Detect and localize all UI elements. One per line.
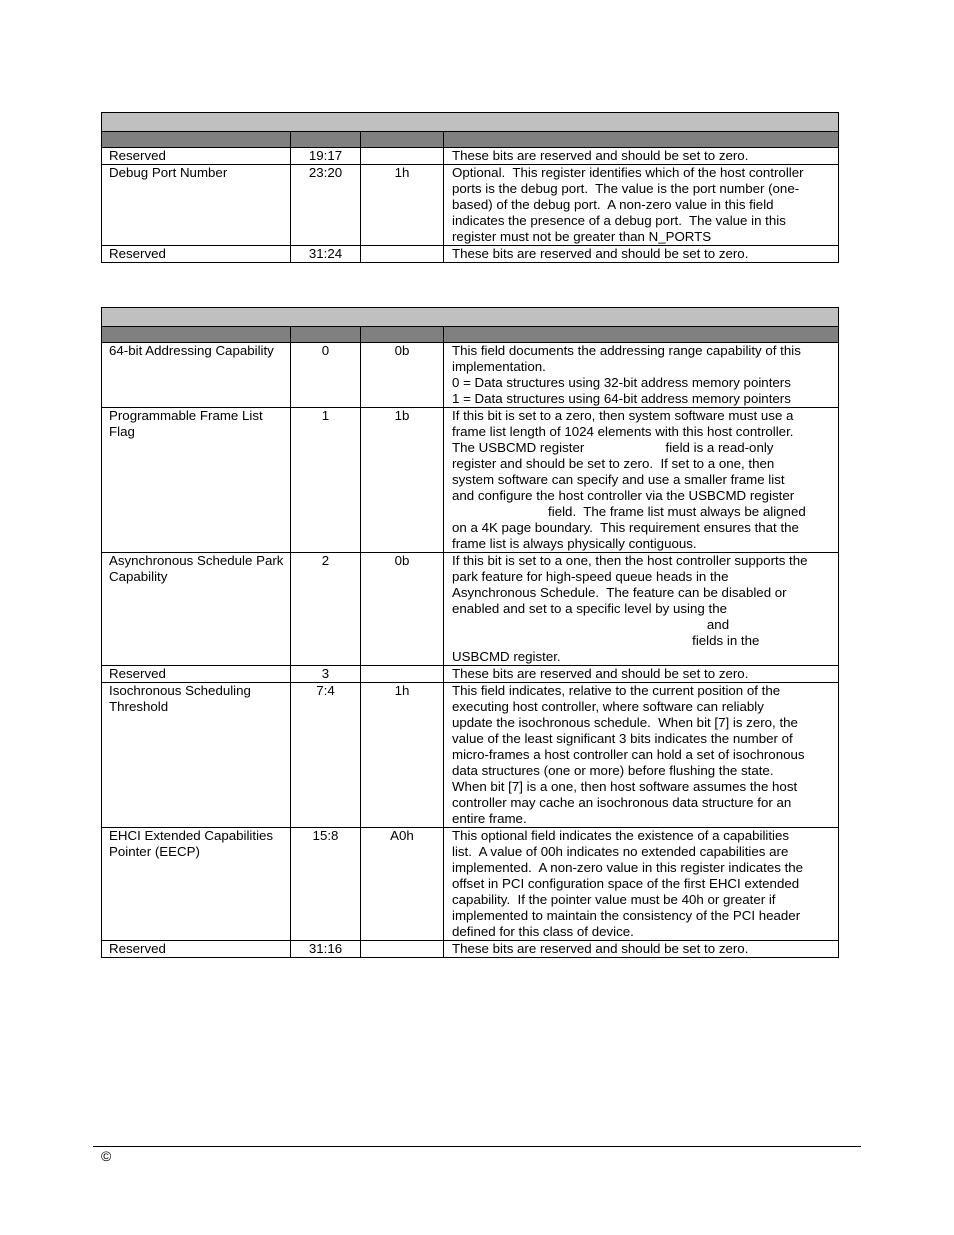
bits-cell: 15:8	[291, 828, 361, 941]
description-line: The USBCMD register field is a read-only	[452, 440, 774, 455]
table-row	[102, 828, 839, 941]
bits-cell: 23:20	[291, 165, 361, 246]
table-header-row	[102, 132, 839, 148]
description-line: and configure the host controller via the USBCMD register	[452, 488, 795, 503]
description-line: USBCMD register.	[452, 649, 561, 664]
description-cell	[444, 828, 839, 941]
field-name-cell: Reserved	[102, 941, 291, 958]
table-row	[102, 666, 839, 683]
bits-cell: 1	[291, 408, 361, 553]
default-cell: A0h	[361, 828, 444, 941]
description-line: 1 = Data structures using 64-bit address memory pointers	[452, 391, 791, 406]
description-cell	[444, 941, 839, 958]
table-caption-bar	[102, 113, 839, 132]
field-name-cell: Programmable Frame List Flag	[102, 408, 291, 553]
description-line: register must not be greater than N_PORTS	[452, 229, 712, 244]
default-cell: 0b	[361, 553, 444, 666]
description-line: enabled and set to a specific level by using the	[452, 601, 727, 616]
description-cell	[444, 246, 839, 263]
description-line: field. The frame list must always be aligned	[452, 504, 806, 519]
description-line: data structures (one or more) before flushing the state.	[452, 763, 774, 778]
description-line: If this bit is set to a zero, then system software must use a	[452, 408, 794, 423]
description-line: This optional field indicates the existence of a capabilities	[452, 828, 790, 843]
description-line: When bit [7] is a one, then host software assumes the host	[452, 779, 798, 794]
field-name-cell: Isochronous Scheduling Threshold	[102, 683, 291, 828]
table-header-row	[102, 327, 839, 343]
bits-cell: 31:24	[291, 246, 361, 263]
description-line: 0 = Data structures using 32-bit address memory pointers	[452, 375, 791, 390]
description-cell	[444, 165, 839, 246]
default-cell: 1h	[361, 683, 444, 828]
description-line: micro-frames a host controller can hold a set of isochronous	[452, 747, 805, 762]
field-name-cell: Reserved	[102, 246, 291, 263]
bits-cell: 31:16	[291, 941, 361, 958]
description-line: system software can specify and use a smaller frame list	[452, 472, 785, 487]
default-cell: 1h	[361, 165, 444, 246]
description-line: implemented. A non-zero value in this register indicates the	[452, 860, 804, 875]
field-name-cell: EHCI Extended Capabilities Pointer (EECP)	[102, 828, 291, 941]
description-line: defined for this class of device.	[452, 924, 634, 939]
description-cell	[444, 683, 839, 828]
field-name-cell: Reserved	[102, 148, 291, 165]
bits-cell: 2	[291, 553, 361, 666]
description-line: fields in the	[452, 633, 760, 648]
description-line: controller may cache an isochronous data structure for an	[452, 795, 792, 810]
default-cell: 1b	[361, 408, 444, 553]
hccparams-register-table	[101, 307, 839, 958]
description-cell	[444, 343, 839, 408]
description-line: Optional. This register identifies which of the host controller	[452, 165, 804, 180]
description-line: executing host controller, where software can reliably	[452, 699, 764, 714]
table-row	[102, 553, 839, 666]
description-line: entire frame.	[452, 811, 527, 826]
description-line: on a 4K page boundary. This requirement ensures that the	[452, 520, 799, 535]
default-cell: 0b	[361, 343, 444, 408]
field-name-cell: Reserved	[102, 666, 291, 683]
description-line: ports is the debug port. The value is the port number (one-	[452, 181, 800, 196]
table-row	[102, 165, 839, 246]
description-line: indicates the presence of a debug port. The value in this	[452, 213, 786, 228]
copyright-symbol: ©	[101, 1148, 112, 1164]
description-line: These bits are reserved and should be set to zero.	[452, 941, 749, 956]
default-cell	[361, 246, 444, 263]
bits-cell: 7:4	[291, 683, 361, 828]
default-cell	[361, 148, 444, 165]
field-name-cell: Debug Port Number	[102, 165, 291, 246]
description-line: register and should be set to zero. If set to a one, then	[452, 456, 775, 471]
table-row	[102, 941, 839, 958]
default-cell	[361, 666, 444, 683]
description-line: implementation.	[452, 359, 546, 374]
table-row	[102, 408, 839, 553]
description-line: frame list is always physically contiguous.	[452, 536, 697, 551]
description-line: These bits are reserved and should be set to zero.	[452, 666, 749, 681]
description-line: and	[452, 617, 730, 632]
description-cell	[444, 666, 839, 683]
bits-cell: 3	[291, 666, 361, 683]
description-line: value of the least significant 3 bits indicates the number of	[452, 731, 793, 746]
description-line: This field indicates, relative to the current position of the	[452, 683, 781, 698]
bits-cell: 0	[291, 343, 361, 408]
footer-divider	[93, 1146, 861, 1147]
table-row	[102, 683, 839, 828]
description-line: update the isochronous schedule. When bit [7] is zero, the	[452, 715, 798, 730]
default-cell	[361, 941, 444, 958]
description-line: park feature for high-speed queue heads in the	[452, 569, 729, 584]
description-line: capability. If the pointer value must be 40h or greater if	[452, 892, 776, 907]
field-name-cell: 64-bit Addressing Capability	[102, 343, 291, 408]
description-line: Asynchronous Schedule. The feature can be disabled or	[452, 585, 787, 600]
table-row	[102, 148, 839, 165]
table-row	[102, 246, 839, 263]
table-caption-bar	[102, 308, 839, 327]
description-line: These bits are reserved and should be set to zero.	[452, 148, 749, 163]
description-line: frame list length of 1024 elements with this host controller.	[452, 424, 794, 439]
bits-cell: 19:17	[291, 148, 361, 165]
description-cell	[444, 148, 839, 165]
hcsparams-register-table	[101, 112, 839, 263]
description-cell	[444, 553, 839, 666]
description-cell	[444, 408, 839, 553]
description-line: This field documents the addressing range capability of this	[452, 343, 801, 358]
table-row	[102, 343, 839, 408]
description-line: based) of the debug port. A non-zero value in this field	[452, 197, 774, 212]
description-line: These bits are reserved and should be set to zero.	[452, 246, 749, 261]
description-line: If this bit is set to a one, then the host controller supports the	[452, 553, 808, 568]
field-name-cell: Asynchronous Schedule Park Capability	[102, 553, 291, 666]
description-line: list. A value of 00h indicates no extended capabilities are	[452, 844, 789, 859]
description-line: implemented to maintain the consistency of the PCI header	[452, 908, 801, 923]
description-line: offset in PCI configuration space of the first EHCI extended	[452, 876, 800, 891]
